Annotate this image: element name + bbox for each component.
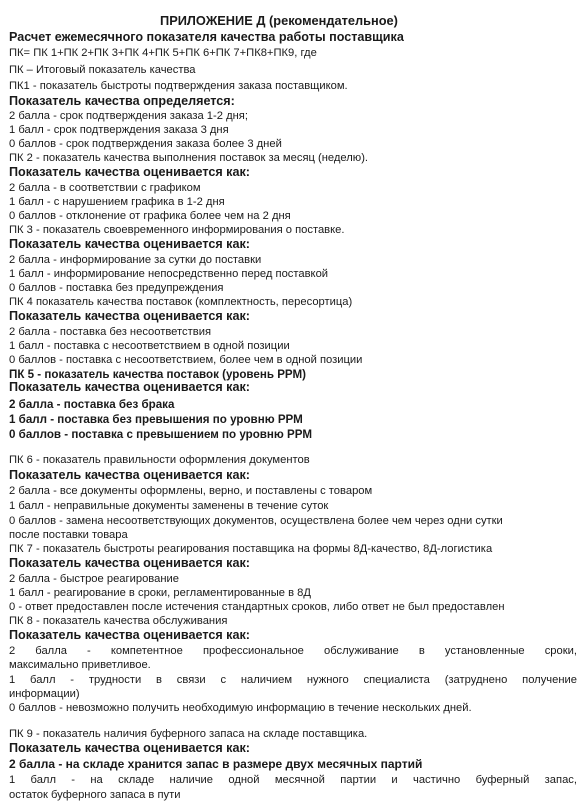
text-line: ПК 8 - показатель качества обслуживания: [9, 615, 228, 627]
text-line: ПК – Итоговый показатель качества: [9, 64, 196, 76]
text-line: 0 - ответ предоставлен после истечения стандартных сроков, либо ответ не был предоставлен: [9, 601, 505, 613]
text-line: 1 балл - на складе наличие одной месячной партии и частично буферный запас,: [9, 774, 577, 786]
text-line: 2 балла - на складе хранится запас в размере двух месячных партий: [9, 757, 423, 771]
text-line: 2 балла - все документы оформлены, верно, и поставлены с товаром: [9, 485, 373, 497]
section-heading: Показатель качества оценивается как:: [9, 741, 250, 755]
page-title: ПРИЛОЖЕНИЕ Д (рекомендательное): [160, 13, 398, 28]
text-line: 2 балла - компетентное профессиональное обслуживание в установленные сроки,: [9, 645, 577, 657]
bold-text-line: 2 балла - поставка без брака: [9, 398, 175, 411]
text-line: 1 балл - трудности в связи с наличием нужного специалиста (затруднено получение: [9, 674, 577, 686]
text-line: 1 балл - информирование непосредственно перед поставкой: [9, 268, 329, 280]
text-line: 1 балл - срок подтверждения заказа 3 дня: [9, 124, 229, 136]
text-line: ПК 3 - показатель своевременного информирования о поставке.: [9, 224, 345, 236]
text-line: 0 баллов - замена несоответствующих документов, осуществлена более чем через одни сутки: [9, 515, 503, 527]
text-line: ПК1 - показатель быстроты подтверждения заказа поставщиком.: [9, 80, 348, 92]
section-heading: Показатель качества оценивается как:: [9, 628, 250, 642]
section-heading: Показатель качества оценивается как:: [9, 556, 250, 570]
bold-text-line: 1 балл - поставка без превышения по уровню РРМ: [9, 413, 303, 426]
bold-text-line: 0 баллов - поставка с превышением по уровню РРМ: [9, 428, 313, 441]
text-line: 1 балл - реагирование в сроки, регламентированные в 8Д: [9, 587, 311, 599]
text-line: 2 балла - в соответствии с графиком: [9, 182, 201, 194]
text-line: информации): [9, 688, 80, 700]
text-line: 2 балла - поставка без несоответствия: [9, 326, 212, 338]
text-line: 0 баллов - невозможно получить необходимую информацию в течение нескольких дней.: [9, 702, 472, 714]
section-heading: Показатель качества оценивается как:: [9, 165, 250, 179]
formula-line: ПК= ПК 1+ПК 2+ПК 3+ПК 4+ПК 5+ПК 6+ПК 7+ПК8+ПК9, где: [9, 47, 317, 59]
text-line: ПК 7 - показатель быстроты реагирования поставщика на формы 8Д-качество, 8Д-логистика: [9, 543, 493, 555]
text-line: 1 балл - поставка с несоответствием в одной позиции: [9, 340, 290, 352]
text-line: 2 балла - срок подтверждения заказа 1-2 дня;: [9, 110, 248, 122]
text-line: 0 баллов - поставка без предупреждения: [9, 282, 224, 294]
text-line: ПК 9 - показатель наличия буферного запаса на складе поставщика.: [9, 728, 368, 740]
text-line: 0 баллов - отклонение от графика более чем на 2 дня: [9, 210, 291, 222]
text-line: максимально приветливое.: [9, 659, 151, 671]
doc-heading: Расчет ежемесячного показателя качества работы поставщика: [9, 30, 404, 44]
text-line: ПК 2 - показатель качества выполнения поставок за месяц (неделю).: [9, 152, 369, 164]
section-heading: Показатель качества оценивается как:: [9, 468, 250, 482]
text-line: после поставки товара: [9, 529, 128, 541]
text-line: 2 балла - информирование за сутки до поставки: [9, 254, 262, 266]
section-heading: Показатель качества оценивается как:: [9, 380, 250, 394]
text-line: 0 баллов - срок подтверждения заказа более 3 дней: [9, 138, 282, 150]
section-heading: Показатель качества определяется:: [9, 94, 235, 108]
text-line: остаток буферного запаса в пути: [9, 789, 181, 801]
text-line: 1 балл - с нарушением графика в 1-2 дня: [9, 196, 225, 208]
section-heading: Показатель качества оценивается как:: [9, 309, 250, 323]
text-line: 2 балла - быстрое реагирование: [9, 573, 179, 585]
text-line: 0 баллов - поставка с несоответствием, более чем в одной позиции: [9, 354, 363, 366]
text-line: ПК 6 - показатель правильности оформления документов: [9, 454, 310, 466]
section-heading: Показатель качества оценивается как:: [9, 237, 250, 251]
bold-text-line: ПК 5 - показатель качества поставок (уровень РРМ): [9, 368, 307, 381]
text-line: 1 балл - неправильные документы заменены в течение суток: [9, 500, 329, 512]
text-line: ПК 4 показатель качества поставок (комплектность, пересортица): [9, 296, 353, 308]
